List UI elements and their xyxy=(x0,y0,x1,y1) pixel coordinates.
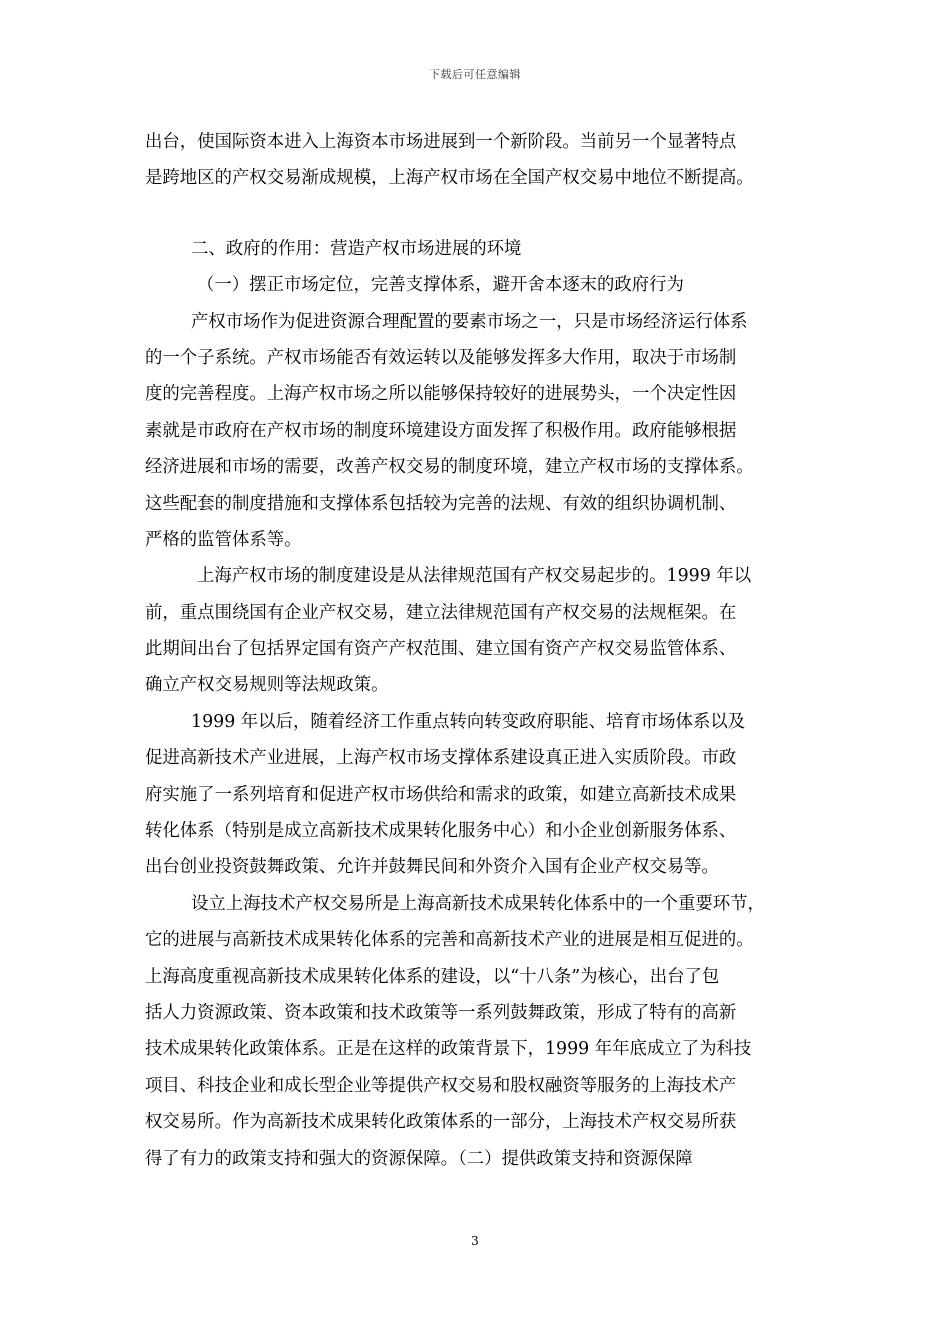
text-line: 这些配套的制度措施和支撑体系包括较为完善的法规、有效的组织协调机制、 xyxy=(145,493,737,514)
text-line: 括人力资源政策、资本政策和技术政策等一系列鼓舞政策，形成了特有的高新 xyxy=(145,1002,737,1023)
body-text xyxy=(145,124,821,1177)
text-line: 得了有力的政策支持和强大的资源保障。（二）提供政策支持和资源保障 xyxy=(145,1148,693,1169)
text-line: 设立上海技术产权交易所是上海高新技术成果转化体系中的一个重要环节， xyxy=(191,893,765,914)
text-line: 严格的监管体系等。 xyxy=(145,529,302,550)
text-line: 转化体系（特别是成立高新技术成果转化服务中心）和小企业创新服务体系、 xyxy=(145,821,737,842)
text-line: 权交易所。作为高新技术成果转化政策体系的一部分，上海技术产权交易所获 xyxy=(145,1112,737,1133)
page-number: 3 xyxy=(471,1234,479,1248)
text-line: 促进高新技术产业进展，上海产权市场支撑体系建设真正进入实质阶段。市政 xyxy=(145,748,737,769)
text-line: 它的进展与高新技术成果转化体系的完善和高新技术产业的进展是相互促进的。 xyxy=(145,930,754,951)
text-line: 度的完善程度。上海产权市场之所以能够保持较好的进展势头，一个决定性因 xyxy=(145,384,737,405)
text-line: 是跨地区的产权交易渐成规模，上海产权市场在全国产权交易中地位不断提高。 xyxy=(145,168,754,189)
text-line: 素就是市政府在产权市场的制度环境建设方面发挥了积极作用。政府能够根据 xyxy=(145,420,737,441)
text-line: 项目、科技企业和成长型企业等提供产权交易和股权融资等服务的上海技术产 xyxy=(145,1075,737,1096)
text-line: 产权市场作为促进资源合理配置的要素市场之一，只是市场经济运行体系 xyxy=(191,311,748,332)
text-line: 的一个子系统。产权市场能否有效运转以及能够发挥多大作用，取决于市场制 xyxy=(145,347,737,368)
text-line: 此期间出台了包括界定国有资产产权范围、建立国有资产产权交易监管体系、 xyxy=(145,639,737,660)
text-line: 确立产权交易规则等法规政策。 xyxy=(145,675,389,696)
page-header: 下载后可任意编辑 xyxy=(429,68,521,81)
text-line: 出台，使国际资本进入上海资本市场进展到一个新阶段。当前另一个显著特点 xyxy=(145,132,737,152)
subsection-heading: （一）摆正市场定位，完善支撑体系，避开舍本逐末的政府行为 xyxy=(197,275,684,296)
text-line: 前，重点围绕国有企业产权交易，建立法律规范国有产权交易的法规框架。在 xyxy=(145,602,737,623)
text-line: 经济进展和市场的需要，改善产权交易的制度环境，建立产权市场的支撑体系。 xyxy=(145,457,754,478)
text-line: 出台创业投资鼓舞政策、允许并鼓舞民间和外资介入国有企业产权交易等。 xyxy=(145,857,719,878)
text-line: 技术成果转化政策体系。正是在这样的政策背景下，1999 年年底成立了为科技 xyxy=(145,1039,752,1060)
text-line: 1999 年以后，随着经济工作重点转向转变政府职能、培育市场体系以及 xyxy=(191,711,746,732)
section-heading: 二、政府的作用：营造产权市场进展的环境 xyxy=(191,238,522,259)
text-line: 府实施了一系列培育和促进产权市场供给和需求的政策，如建立高新技术成果 xyxy=(145,784,737,805)
text-line: 上海产权市场的制度建设是从法律规范国有产权交易起步的。1999 年以 xyxy=(197,566,752,587)
paragraph-gap xyxy=(145,197,821,231)
text-line: 上海高度重视高新技术成果转化体系的建设，以“十八条”为核心，出台了包 xyxy=(145,966,720,987)
